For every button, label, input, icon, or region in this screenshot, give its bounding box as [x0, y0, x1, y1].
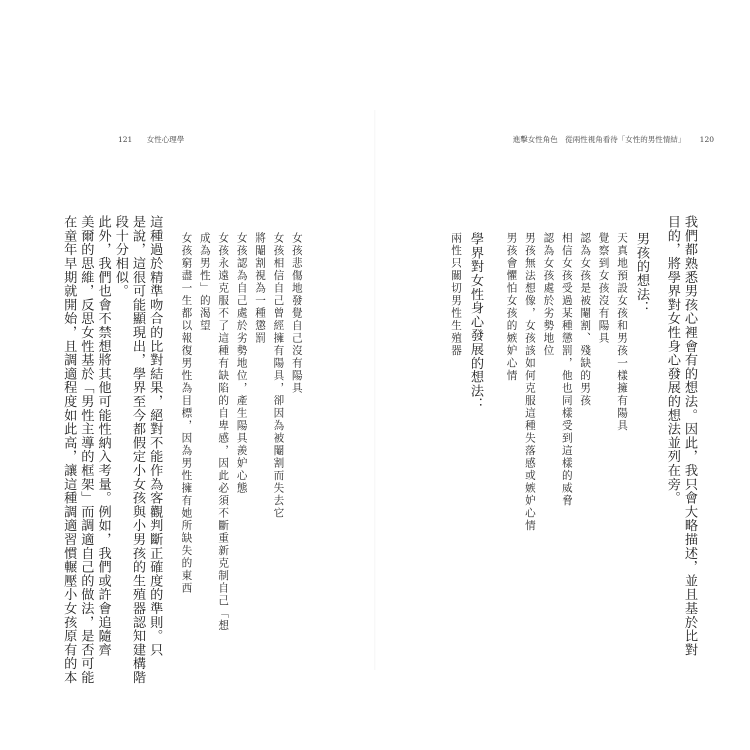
page-gutter: [374, 110, 376, 670]
list-item: 認為女孩是被閹割、殘缺的男孩: [579, 232, 592, 407]
text-line: 目的，將學界對女性身心發展的想法並列在旁。: [664, 215, 680, 505]
list-item: 成為男性」的渴望: [198, 232, 211, 332]
boys-list: [502, 232, 631, 532]
page-number-left: 121: [118, 135, 133, 144]
list-item: 女孩認為自己處於劣勢地位，產生陽具羨妒心態: [235, 232, 248, 495]
text-line: 此外，我們也會不禁想將其他可能性納入考量。例如，我們或許會追隨齊: [95, 215, 111, 657]
text-line: 我們都熟悉男孩心裡會有的想法。因此，我只會大略描述，並且基於比對: [682, 215, 697, 657]
body-paragraphs: [60, 215, 163, 684]
list-item: 男孩會懼怕女孩的嫉妒心情: [505, 232, 518, 382]
list-item: 男孩無法想像，女孩該如何克服這種失落感或嫉妒心情: [523, 232, 536, 532]
girls-list-continued: [177, 232, 306, 632]
list-item: 將閹割視為一種懲罰: [254, 232, 267, 345]
list-item: 認為女孩處於劣勢地位: [542, 232, 555, 357]
list-item: 兩性只關切男性生殖器: [450, 232, 462, 357]
list-item: 女孩永遠克服不了這種有缺陷的自卑感，因此必須不斷重新克制自己「想: [217, 232, 230, 632]
list-item: 相信女孩受過某種懲罰，他也同樣受到這樣的威脅: [560, 232, 573, 507]
text-line: 在童年早期就開始，且調適程度如此高，讓這種調適習慣輾壓小女孩原有的本: [61, 215, 77, 685]
girls-list: [447, 232, 465, 357]
girls-heading: 學界對女性身心發展的想法：: [468, 232, 483, 412]
text-line: 美爾的思維，反思女性基於「男性主導的框架」而調適自己的做法，是否可能: [78, 215, 94, 685]
list-item: 天真地預設女孩和男孩一樣擁有陽具: [616, 232, 628, 432]
list-item: 女孩悲傷地發覺自己沒有陽具: [290, 232, 303, 395]
text-line: 是說，這很可能顯現出，學界至今都假定小女孩與小男孩的生殖器認知建構階: [130, 215, 146, 685]
page-number-right: 120: [699, 135, 714, 144]
text-line: 這種過於精準吻合的比對結果，絕對不能作為客觀判斷正確度的準則。只: [147, 215, 163, 657]
list-item: 女孩窮盡一生都以報復男性為目標，因為男性擁有她所缺失的東西: [180, 232, 193, 595]
running-header-left: [118, 135, 184, 145]
list-item: 女孩相信自己曾經擁有陽具，卻因為被閹割而失去它: [272, 232, 285, 520]
chapter-title: 進擊女性角色 從兩性視角看待「女性的男性情結」: [512, 135, 686, 144]
text-line: 段十分相似。: [112, 215, 128, 298]
book-title: 女性心理學: [146, 135, 185, 144]
list-item: 覺察到女孩沒有陽具: [597, 232, 610, 345]
running-header-right: [513, 135, 714, 145]
intro-paragraph: [664, 215, 698, 657]
boys-heading: 男孩的想法：: [634, 232, 649, 315]
